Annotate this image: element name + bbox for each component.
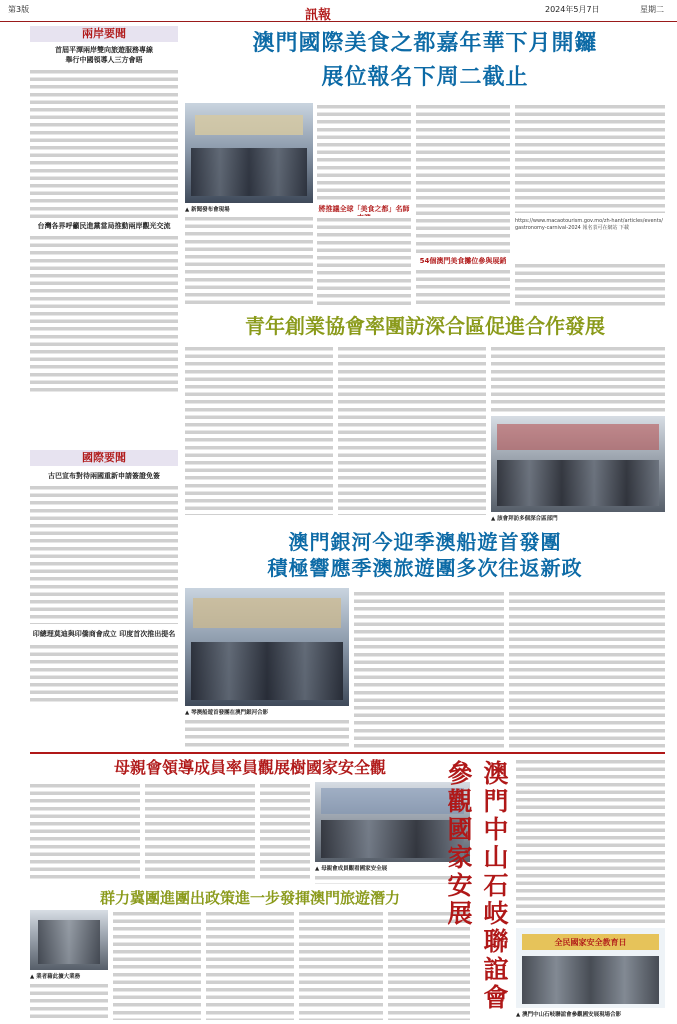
- photo-caption-cruise: ▲ 琴澳船遊首發團在澳門銀河合影: [185, 710, 269, 716]
- youth-col2: [338, 345, 486, 515]
- registration-url[interactable]: https://www.macaotourism.gov.mo/zh-hant/articles/events/gastronomy-carnival-2024 報名表可在網站 下載: [515, 218, 663, 231]
- cross-strait-headline-2: 舉行中國領導人三方會晤: [65, 56, 143, 64]
- food-carnival-col4: [416, 103, 510, 253]
- tours-col3: [206, 910, 294, 1020]
- section-international-title: 國際要聞: [30, 450, 178, 466]
- weekday: 星期二: [640, 5, 664, 14]
- mothers-col2: [145, 782, 255, 882]
- photo-caption-mothers: ▲ 母親會成員觀看國家安全展: [315, 866, 388, 872]
- food-carnival-col6: [515, 103, 665, 213]
- intl-headline-1: 古巴宣布對待兩國重新申請簽證免簽: [48, 472, 160, 480]
- subhead-chefs: 將推議全球「美食之都」名師: [318, 205, 410, 213]
- shiqi-body: [516, 758, 665, 924]
- food-carnival-col2: [317, 103, 411, 203]
- page-number: 第3版: [8, 5, 30, 14]
- section-divider: [30, 752, 665, 754]
- food-carnival-col3: [317, 216, 411, 306]
- cross-strait-body-2: [30, 234, 178, 392]
- subheadline-galaxy-cruise: 積極響應季澳旅遊團多次往返新政: [267, 556, 583, 580]
- cross-strait-headline-1: 首屆平潭兩岸雙向旅遊服務專線: [55, 46, 153, 54]
- cruise-col3: [509, 590, 665, 748]
- tour-business-photo: [30, 910, 108, 970]
- youth-group-photo: [491, 416, 665, 512]
- subhead-booths: 54個澳門美食攤位參與展銷: [419, 257, 507, 265]
- photo-caption-tours: ▲ 業者藉此擴大業務: [30, 974, 81, 980]
- tours-col4: [299, 910, 383, 1020]
- issue-date: 2024年5月7日: [545, 5, 600, 14]
- photo-caption-youth: ▲ 該會拜訪多個深合區部門: [491, 516, 558, 522]
- page-header: [0, 0, 677, 22]
- headline-group-tours: 群力冀團進團出政策進一步發揮澳門旅遊潛力: [99, 889, 400, 907]
- photo-caption-shiqi: ▲ 澳門中山石岐聯誼會參觀國安展現場合影: [516, 1012, 622, 1018]
- intl-body-1: [30, 484, 178, 624]
- safety-day-banner: 全民國家安全教育日: [522, 934, 659, 950]
- tours-col2: [113, 910, 201, 1020]
- intl-headline-3: 印總理莫迪與印僑商會成立 印度首次推出提名: [32, 630, 176, 638]
- youth-col3: [491, 345, 665, 413]
- cruise-col2: [354, 590, 504, 748]
- mothers-col1: [30, 782, 140, 882]
- food-carnival-col5: [416, 268, 510, 306]
- cross-strait-body-1: [30, 68, 178, 218]
- mothers-col3: [260, 782, 310, 882]
- food-carnival-col1: [185, 215, 313, 305]
- shiqi-photo: [516, 928, 665, 1008]
- photo-caption-press-conference: ▲ 新聞發布會現場: [185, 207, 230, 213]
- headline-shiqi-vertical: 澳門中山石岐聯誼會參觀國家安展: [444, 760, 509, 1012]
- cruise-group-photo: [185, 588, 349, 706]
- food-carnival-col7: [515, 262, 665, 306]
- section-cross-strait-title: 兩岸要聞: [30, 26, 178, 42]
- cruise-col1: [185, 718, 349, 748]
- intl-body-2: [30, 643, 178, 703]
- subheadline-food-carnival: 展位報名下周二截止: [321, 64, 529, 90]
- masthead: 訊報: [305, 8, 332, 23]
- cross-strait-headline-3: 台灣各界呼籲民進黨當局推動兩岸觀光交流: [37, 222, 171, 230]
- headline-galaxy-cruise: 澳門銀河今迎季澳船遊首發團: [288, 530, 562, 554]
- headline-mothers-association: 母親會領導成員率員觀展樹國家安全觀: [113, 758, 386, 777]
- tours-col1: [30, 982, 108, 1020]
- press-conference-photo: [185, 103, 313, 203]
- headline-youth-entrepreneur: 青年創業協會率團訪深合區促進合作發展: [245, 314, 605, 338]
- headline-food-carnival: 澳門國際美食之都嘉年華下月開鑼: [252, 30, 598, 56]
- youth-col1: [185, 345, 333, 515]
